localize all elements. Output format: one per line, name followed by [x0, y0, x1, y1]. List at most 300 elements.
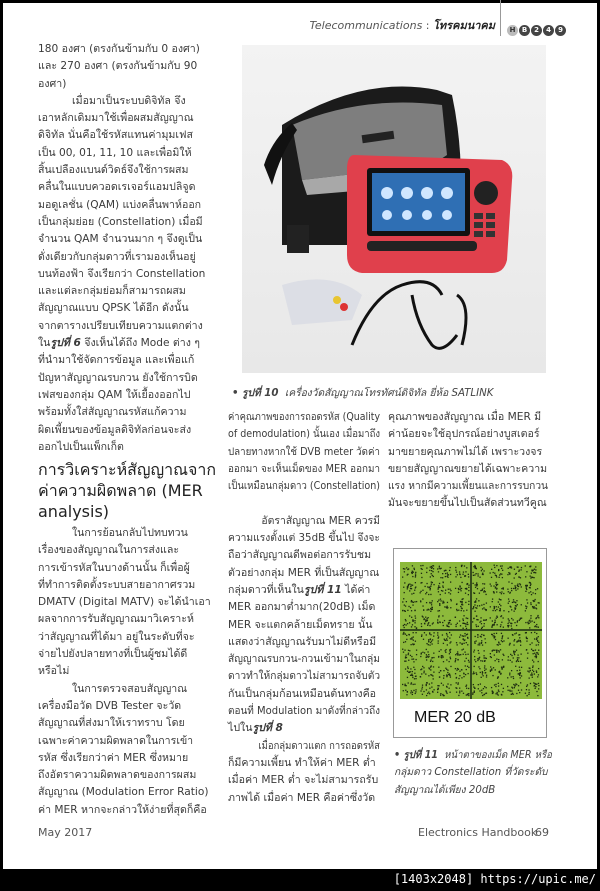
constellation-point [475, 640, 476, 641]
constellation-point [442, 585, 443, 586]
constellation-point [474, 688, 475, 689]
constellation-point [430, 585, 431, 586]
constellation-point [502, 654, 503, 655]
constellation-point [502, 691, 503, 692]
constellation-point [438, 685, 439, 686]
constellation-point [482, 675, 483, 676]
constellation-point [428, 675, 429, 676]
constellation-point [507, 623, 508, 624]
constellation-point [429, 625, 430, 626]
constellation-point [411, 656, 412, 657]
constellation-point [477, 588, 478, 589]
constellation-point [410, 644, 411, 645]
figure-reference: รูปที่ 11 [303, 583, 342, 596]
constellation-point [428, 667, 429, 668]
constellation-point [529, 620, 530, 621]
constellation-point [495, 684, 496, 685]
constellation-point [441, 655, 442, 656]
constellation-point [482, 590, 483, 591]
constellation-point [412, 624, 413, 625]
constellation-point [536, 624, 537, 625]
constellation-point [498, 570, 499, 571]
constellation-point [437, 601, 438, 602]
constellation-point [466, 617, 467, 618]
constellation-point [431, 641, 432, 642]
constellation-point [502, 659, 503, 660]
constellation-point [476, 585, 477, 586]
constellation-point [535, 569, 536, 570]
constellation-point [420, 591, 421, 592]
constellation-point [408, 672, 409, 673]
constellation-point [497, 692, 498, 693]
constellation-point [536, 652, 537, 653]
constellation-point [486, 675, 487, 676]
constellation-point [530, 618, 531, 619]
constellation-point [437, 588, 438, 589]
constellation-point [490, 572, 491, 573]
constellation-point [479, 690, 480, 691]
constellation-point [404, 571, 405, 572]
constellation-point [499, 577, 500, 578]
constellation-point [532, 665, 533, 666]
constellation-point [450, 620, 451, 621]
constellation-point [415, 678, 416, 679]
constellation-point [513, 678, 514, 679]
constellation-point [468, 604, 469, 605]
constellation-point [511, 694, 512, 695]
constellation-point [483, 650, 484, 651]
constellation-point [491, 670, 492, 671]
constellation-point [405, 620, 406, 621]
constellation-point [481, 690, 482, 691]
text-line: ขยายสัญญาณขยายได้เฉพาะความ [388, 462, 548, 475]
constellation-point [509, 643, 510, 644]
constellation-point [430, 661, 431, 662]
constellation-point [479, 657, 480, 658]
constellation-point [426, 572, 427, 573]
text-line: MER ออกมาต่ำมาก(20dB) เม็ด [228, 601, 376, 614]
constellation-point [461, 588, 462, 589]
text-line: ผลจากการรับสัญญาณมาวิเคราะห์ [38, 613, 194, 626]
constellation-point [476, 608, 477, 609]
constellation-point [502, 635, 503, 636]
mer-constellation-figure [393, 548, 547, 738]
constellation-point [432, 661, 433, 662]
constellation-point [403, 632, 404, 633]
constellation-point [446, 674, 447, 675]
constellation-point [513, 657, 514, 658]
constellation-point [496, 616, 497, 617]
constellation-point [421, 653, 422, 654]
section-heading [38, 459, 222, 522]
constellation-point [496, 633, 497, 634]
constellation-point [511, 625, 512, 626]
constellation-point [515, 651, 516, 652]
constellation-point [520, 569, 521, 570]
constellation-point [439, 566, 440, 567]
constellation-point [480, 617, 481, 618]
constellation-point [449, 653, 450, 654]
constellation-point [433, 657, 434, 658]
constellation-point [515, 683, 516, 684]
constellation-point [514, 687, 515, 688]
constellation-point [534, 656, 535, 657]
constellation-point [446, 607, 447, 608]
constellation-point [426, 682, 427, 683]
constellation-point [440, 693, 441, 694]
watermark: [1403x2048] https://upic.me/ [393, 872, 596, 886]
constellation-point [443, 643, 444, 644]
text-line: มันจะขยายขึ้นไปเป็นสัดส่วนทวีคูณ [388, 497, 547, 510]
constellation-point [468, 574, 469, 575]
constellation-point [421, 577, 422, 578]
constellation-point [405, 641, 406, 642]
satlink-meter-photo [242, 45, 546, 373]
constellation-point [404, 604, 405, 605]
constellation-point [449, 650, 450, 651]
constellation-point [468, 660, 469, 661]
constellation-point [455, 626, 456, 627]
constellation-point [514, 639, 515, 640]
magazine-page [3, 3, 597, 869]
constellation-point [460, 634, 461, 635]
constellation-point [426, 689, 427, 690]
constellation-point [404, 650, 405, 651]
constellation-point [463, 649, 464, 650]
constellation-point [459, 671, 460, 672]
constellation-point [481, 634, 482, 635]
constellation-point [426, 602, 427, 603]
constellation-point [511, 670, 512, 671]
constellation-point [461, 566, 462, 567]
figure-label: • รูปที่ 11 [394, 750, 439, 761]
constellation-point [484, 660, 485, 661]
constellation-point [536, 672, 537, 673]
constellation-point [509, 674, 510, 675]
constellation-point [461, 607, 462, 608]
constellation-point [448, 626, 449, 627]
constellation-point [461, 649, 462, 650]
constellation-point [483, 635, 484, 636]
constellation-point [408, 660, 409, 661]
constellation-point [462, 635, 463, 636]
constellation-point [502, 570, 503, 571]
text-span: ได้ค่า [341, 583, 371, 596]
constellation-point [483, 607, 484, 608]
constellation-point [482, 574, 483, 575]
text-line: ตัวอย่างกลุ่ม MER ที่เป็นสัญญาณ [228, 566, 380, 579]
constellation-point [466, 669, 467, 670]
constellation-point [447, 683, 448, 684]
constellation-point [420, 676, 421, 677]
constellation-point [450, 574, 451, 575]
constellation-point [455, 624, 456, 625]
constellation-point [412, 604, 413, 605]
constellation-point [491, 577, 492, 578]
constellation-point [478, 626, 479, 627]
constellation-point [495, 650, 496, 651]
constellation-point [413, 568, 414, 569]
constellation-point [404, 592, 405, 593]
constellation-point [530, 591, 531, 592]
constellation-point [421, 673, 422, 674]
text-line: ความแรงตั้งแต่ 35dB ขึ้นไป จึงจะ [228, 532, 380, 545]
text-line: จ่ายไปยังปลายทางที่เป็นผู้ชมได้ดี [38, 648, 188, 661]
constellation-point [412, 619, 413, 620]
constellation-point [413, 632, 414, 633]
constellation-point [407, 588, 408, 589]
constellation-point [405, 690, 406, 691]
constellation-point [415, 575, 416, 576]
constellation-point [428, 641, 429, 642]
constellation-point [520, 661, 521, 662]
constellation-point [429, 683, 430, 684]
constellation-point [481, 642, 482, 643]
constellation-point [432, 623, 433, 624]
constellation-point [408, 606, 409, 607]
running-header [310, 16, 495, 34]
constellation-point [439, 605, 440, 606]
constellation-point [464, 565, 465, 566]
badge-digit: 9 [555, 25, 566, 36]
constellation-point [423, 639, 424, 640]
constellation-point [538, 654, 539, 655]
text-line: มาขยายคุณภาพไม่ได้ เพราะวงจร [388, 445, 543, 458]
constellation-point [538, 683, 539, 684]
constellation-point [500, 624, 501, 625]
constellation-point [429, 589, 430, 590]
constellation-point [514, 611, 515, 612]
constellation-point [533, 671, 534, 672]
constellation-point [478, 650, 479, 651]
constellation-point [477, 660, 478, 661]
constellation-point [525, 565, 526, 566]
constellation-point [476, 626, 477, 627]
constellation-point [411, 617, 412, 618]
constellation-point [414, 622, 415, 623]
constellation-point [430, 634, 431, 635]
constellation-point [410, 638, 411, 639]
constellation-point [507, 638, 508, 639]
constellation-point [532, 677, 533, 678]
constellation-point [455, 660, 456, 661]
constellation-point [443, 661, 444, 662]
constellation-point [520, 618, 521, 619]
constellation-point [486, 658, 487, 659]
constellation-point [484, 694, 485, 695]
constellation-point [450, 607, 451, 608]
constellation-point [427, 693, 428, 694]
constellation-point [445, 592, 446, 593]
constellation-point [520, 577, 521, 578]
constellation-point [511, 567, 512, 568]
constellation-point [408, 650, 409, 651]
constellation-point [403, 633, 404, 634]
constellation-point [439, 610, 440, 611]
constellation-point [483, 625, 484, 626]
constellation-point [476, 674, 477, 675]
constellation-point [530, 585, 531, 586]
constellation-point [537, 640, 538, 641]
section-thai: โทรคมนาคม [433, 19, 495, 32]
constellation-point [465, 674, 466, 675]
constellation-point [530, 602, 531, 603]
text-line: DMATV (Digital MATV) จะได้นำเอา [38, 596, 211, 609]
constellation-point [414, 590, 415, 591]
constellation-point [535, 686, 536, 687]
constellation-point [512, 634, 513, 635]
constellation-point [428, 654, 429, 655]
text-line: เฟสของกลุ่ม QAM ให้เยื้องออกไป [38, 388, 191, 401]
constellation-point [477, 605, 478, 606]
constellation-point [513, 640, 514, 641]
constellation-point [532, 667, 533, 668]
constellation-point [520, 640, 521, 641]
constellation-point [411, 626, 412, 627]
constellation-point [486, 676, 487, 677]
constellation-point [407, 691, 408, 692]
constellation-point [465, 654, 466, 655]
constellation-point [425, 593, 426, 594]
constellation-point [474, 650, 475, 651]
constellation-point [499, 610, 500, 611]
constellation-point [410, 692, 411, 693]
constellation-point [468, 601, 469, 602]
figure-reference: รูปที่ 6 [50, 337, 81, 350]
constellation-point [409, 615, 410, 616]
constellation-point [479, 644, 480, 645]
constellation-point [430, 567, 431, 568]
constellation-point [427, 625, 428, 626]
constellation-point [424, 652, 425, 653]
constellation-point [429, 644, 430, 645]
constellation-point [455, 658, 456, 659]
constellation-point [456, 691, 457, 692]
constellation-point [414, 669, 415, 670]
constellation-point [455, 617, 456, 618]
constellation-point [433, 584, 434, 585]
constellation-point [519, 674, 520, 675]
constellation-point [442, 602, 443, 603]
text-line: ก็มีความเพี้ยน ทำให้ค่า MER ต่ำ [228, 756, 376, 769]
constellation-point [480, 636, 481, 637]
constellation-point [530, 621, 531, 622]
constellation-point [444, 606, 445, 607]
constellation-point [461, 610, 462, 611]
constellation-point [536, 639, 537, 640]
constellation-point [496, 606, 497, 607]
constellation-point [456, 571, 457, 572]
constellation-point [480, 660, 481, 661]
constellation-point [511, 661, 512, 662]
constellation-point [411, 659, 412, 660]
constellation-point [490, 617, 491, 618]
constellation-point [503, 640, 504, 641]
constellation-point [496, 582, 497, 583]
constellation-point [520, 653, 521, 654]
constellation-point [445, 573, 446, 574]
text-line: ที่นำมาใช้จัดการข้อมูล และเพื่อแก้ [38, 354, 195, 367]
constellation-point [538, 661, 539, 662]
constellation-point [407, 610, 408, 611]
constellation-point [460, 606, 461, 607]
constellation-point [447, 606, 448, 607]
constellation-point [462, 574, 463, 575]
constellation-point [503, 610, 504, 611]
constellation-point [503, 627, 504, 628]
constellation-point [424, 623, 425, 624]
constellation-point [449, 637, 450, 638]
constellation-point [431, 570, 432, 571]
constellation-point [472, 621, 473, 622]
constellation-point [404, 568, 405, 569]
constellation-point [518, 634, 519, 635]
constellation-point [426, 684, 427, 685]
badge-digit: 2 [531, 25, 542, 36]
constellation-point [516, 625, 517, 626]
constellation-point [480, 621, 481, 622]
constellation-point [493, 572, 494, 573]
constellation-point [533, 601, 534, 602]
constellation-point [518, 690, 519, 691]
constellation-point [450, 652, 451, 653]
constellation-point [507, 659, 508, 660]
constellation-point [446, 693, 447, 694]
constellation-point [534, 632, 535, 633]
constellation-point [433, 689, 434, 690]
constellation-point [473, 606, 474, 607]
constellation-point [491, 657, 492, 658]
constellation-point [538, 685, 539, 686]
constellation-point [502, 636, 503, 637]
constellation-point [526, 599, 527, 600]
constellation-point [463, 673, 464, 674]
constellation-point [422, 694, 423, 695]
constellation-point [430, 576, 431, 577]
constellation-point [498, 650, 499, 651]
constellation-point [440, 695, 441, 696]
constellation-point [440, 594, 441, 595]
constellation-point [498, 694, 499, 695]
constellation-point [433, 635, 434, 636]
constellation-point [459, 642, 460, 643]
mer-label: MER 20 dB [414, 709, 496, 726]
constellation-point [532, 607, 533, 608]
constellation-point [531, 672, 532, 673]
constellation-point [404, 624, 405, 625]
constellation-point [514, 685, 515, 686]
constellation-point [514, 622, 515, 623]
constellation-point [508, 618, 509, 619]
constellation-point [538, 636, 539, 637]
constellation-point [538, 644, 539, 645]
constellation-point [402, 601, 403, 602]
constellation-point [446, 625, 447, 626]
constellation-point [463, 620, 464, 621]
constellation-point [526, 606, 527, 607]
constellation-point [430, 666, 431, 667]
constellation-point [465, 571, 466, 572]
constellation-point [446, 638, 447, 639]
constellation-point [492, 624, 493, 625]
constellation-point [514, 607, 515, 608]
constellation-point [463, 676, 464, 677]
constellation-point [427, 617, 428, 618]
constellation-point [459, 654, 460, 655]
constellation-point [424, 671, 425, 672]
constellation-point [408, 653, 409, 654]
constellation-point [501, 593, 502, 594]
